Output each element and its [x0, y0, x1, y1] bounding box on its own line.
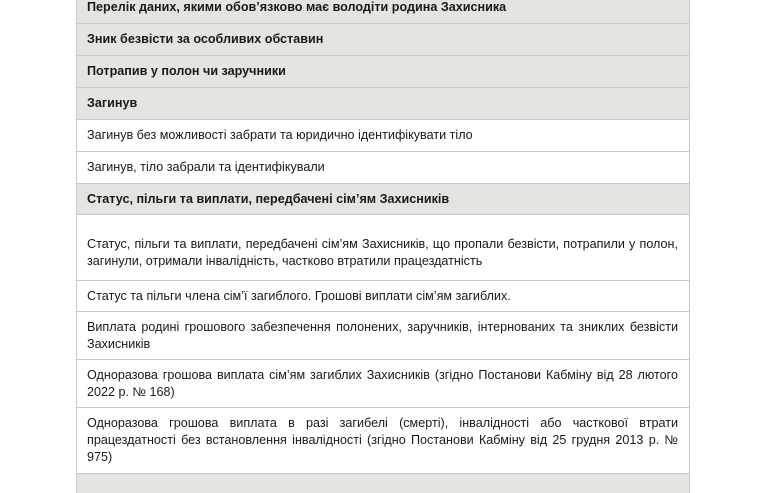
row-text: Статус, пільги та виплати, передбачені сім’ям Захисників, що пропали безвісти, потрапили у полон, загинули, отримали інвалідність, частково втратили працездатність [87, 237, 678, 268]
table-row [77, 407, 689, 473]
row-title: Статус, пільги та виплати, передбачені сім’ям Захисників [87, 191, 450, 206]
row-title: Перелік даних, якими обов’язково має володіти родина Захисника [87, 0, 507, 14]
table-row [77, 280, 689, 311]
row-text: Виплата родині грошового забезпечення полонених, заручників, інтернованих та зниклих безвісти Захисників [87, 319, 678, 351]
table-row [77, 214, 689, 280]
table-row [77, 23, 689, 55]
row-text: Одноразова грошова виплата сім’ям загиблих Захисників (згідно Постанови Кабміну від 28 лютого 2022 р. № 168) [87, 367, 678, 399]
table-row [77, 151, 689, 183]
table-row [77, 55, 689, 87]
table-row [77, 119, 689, 151]
row-title: Загинув [87, 96, 138, 110]
document-table [76, 0, 690, 493]
table-row [77, 311, 689, 359]
row-title: Зник безвісти за особливих обставин [87, 32, 324, 46]
row-text: Статус та пільги члена сім’ї загиблого. Грошові виплати сім’ям загиблих. [87, 288, 511, 303]
row-text: Загинув без можливості забрати та юридично ідентифікувати тіло [87, 128, 473, 142]
table-row-cut [77, 473, 689, 493]
row-text: Одноразова грошова виплата в разі загибелі (смерті), інвалідності або часткової втрати працездатності без встановлення інвалідності (згідно Постанови Кабміну від 25 грудня 2013 р. № 975) [87, 416, 678, 464]
table-row [77, 0, 689, 23]
table-row [77, 183, 689, 214]
table-row [77, 359, 689, 407]
table-row [77, 87, 689, 119]
row-title: Потрапив у полон чи заручники [87, 64, 286, 78]
row-text: Загинув, тіло забрали та ідентифікували [87, 160, 325, 174]
